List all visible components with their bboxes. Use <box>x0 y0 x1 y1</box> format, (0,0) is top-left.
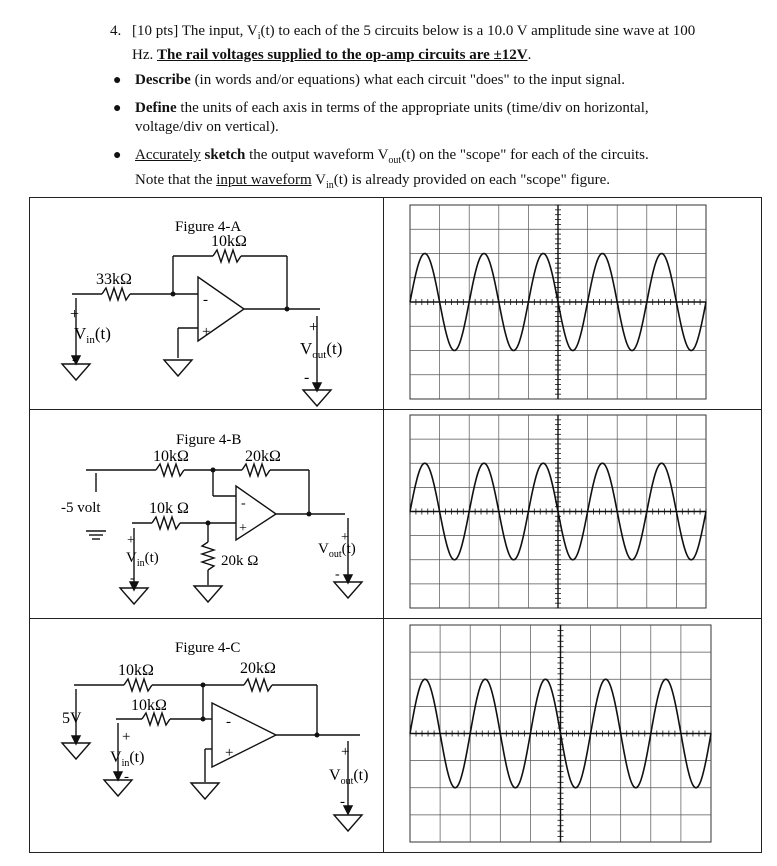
resistor-zigzag <box>124 679 152 691</box>
bullet-icon: ● <box>113 148 122 163</box>
resistor-zigzag <box>142 713 170 725</box>
ground-icon <box>191 783 219 799</box>
source-label: -5 volt <box>61 500 101 516</box>
opamp-minus: - <box>203 292 208 308</box>
bullet-sketch: ● Accurately sketch the output waveform $V_{out}(t)$ on the "scope" for each of the circuits. <box>113 147 649 166</box>
top-resistor-label: 10kΩ <box>118 662 154 679</box>
input-waveform-note: Note that the input waveform $V_{in}(t)$ is already provided on each "scope" figure. <box>135 172 611 191</box>
vout-minus: - <box>335 567 340 582</box>
ground-icon <box>334 815 362 831</box>
ground-icon <box>194 586 222 602</box>
vin-plus: + <box>70 306 80 323</box>
opamp-plus: + <box>225 745 234 761</box>
input-resistor-label: 10kΩ <box>131 697 167 714</box>
vin-label: $V_{in}(t)$ <box>126 550 159 569</box>
bullet-icon: ● <box>113 73 122 88</box>
feedback-resistor-label: 10kΩ <box>211 233 247 250</box>
vin-minus: - <box>124 769 129 785</box>
bullet-icon: ● <box>113 101 122 116</box>
resistor-zigzag <box>242 464 270 476</box>
scope-figure-4c <box>408 623 713 844</box>
resistor-zigzag <box>213 250 241 262</box>
bullet-define: ● Define the units of each axis in terms of the appropriate units (time/div on horizontal, voltage/div on vertical). <box>113 100 649 135</box>
scope-figure-4b <box>408 413 708 610</box>
opamp-triangle <box>212 703 276 767</box>
circuit-figure-4a <box>30 198 382 408</box>
bullet-describe: ● Describe (in words and/or equations) what each circuit "does" to the input signal. <box>113 72 626 88</box>
question-intro: [10 pts] The input, $V_i(t)$ to each of the 5 circuits below is a 10.0 V amplitude sine wave at 100 Hz. The rail voltages supplied to the op-amp circuits are ±12V. <box>132 23 696 63</box>
vin-label: $V_{in}(t)$ <box>74 324 111 346</box>
resistor-zigzag <box>152 517 180 529</box>
table-divider-vertical <box>383 197 384 853</box>
vin-minus: - <box>72 351 78 368</box>
figure-title: Figure 4-B <box>176 432 242 448</box>
question-number: 4. <box>110 23 122 39</box>
ground-icon <box>164 360 192 376</box>
figure-title: Figure 4-A <box>175 219 242 235</box>
circuit-figure-4b <box>30 410 382 617</box>
vout-plus: + <box>341 530 349 545</box>
vout-plus: + <box>341 744 350 760</box>
opamp-plus: + <box>239 521 247 536</box>
ground-resistor-label: 20k Ω <box>221 553 259 569</box>
vin-label: $V_{in}(t)$ <box>110 749 145 769</box>
vout-label: $V_{out}(t)$ <box>318 541 356 560</box>
opamp-plus: + <box>202 324 211 340</box>
feedback-resistor-label: 20kΩ <box>240 660 276 677</box>
vout-plus: + <box>309 319 319 336</box>
vin-plus: + <box>127 533 135 548</box>
opamp-minus: - <box>241 496 246 511</box>
resistor-zigzag <box>202 542 214 570</box>
vout-label: $V_{out}(t)$ <box>300 339 343 361</box>
input-resistor-label: 33kΩ <box>96 271 132 288</box>
opamp-minus: - <box>226 714 231 730</box>
resistor-zigzag <box>102 288 130 300</box>
resistor-zigzag <box>156 464 184 476</box>
scope-figure-4a <box>408 203 708 401</box>
vout-minus: - <box>340 794 345 810</box>
circuit-figure-4c <box>30 619 382 852</box>
question-4 <box>110 22 710 65</box>
top-resistor-label: 10kΩ <box>153 448 189 465</box>
rail-voltage-note: The rail voltages supplied to the op-amp circuits are ±12V <box>157 47 528 63</box>
vout-label: $V_{out}(t)$ <box>329 767 369 787</box>
figure-title: Figure 4-C <box>175 640 241 656</box>
vin-minus: - <box>130 571 135 586</box>
feedback-resistor-label: 20kΩ <box>245 448 281 465</box>
source-label: 5V <box>62 710 82 727</box>
vin-plus: + <box>122 729 131 745</box>
vout-minus: - <box>304 369 310 386</box>
input-resistor-label: 10k Ω <box>149 500 189 517</box>
resistor-zigzag <box>244 679 272 691</box>
